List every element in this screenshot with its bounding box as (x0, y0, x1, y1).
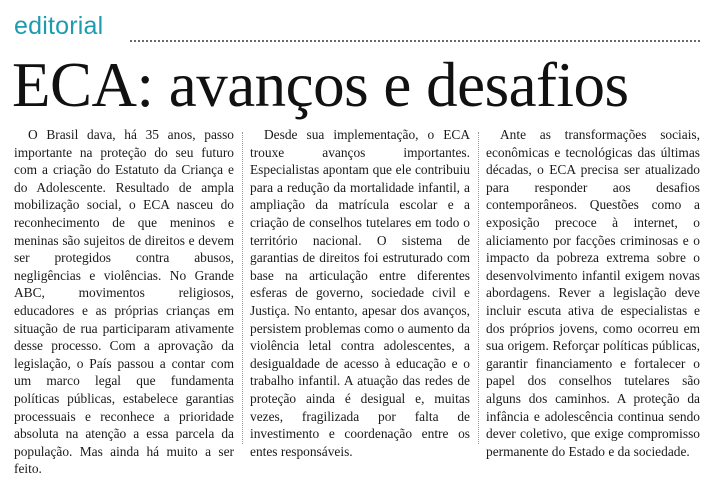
article-column-3 (486, 126, 700, 460)
headline: ECA: avanços e desafios (12, 50, 629, 120)
section-label: editorial (14, 12, 104, 40)
article-body (14, 126, 700, 477)
column-1-text: O Brasil dava, há 35 anos, passo importante na proteção do seu futuro com a criação do Estatuto da Criança e do Adolescente. Resultado de ampla mobilização social, o ECA nasceu do reconhecimento de que meninos e meninas são sujeitos de direitos e devem ser protegidos contra abusos, negligências e violências. No Grande ABC, movimentos religiosos, educadores e as próprias crianças em situação de rua participaram ativamente desse processo. Com a aprovação da legislação, o País passou a contar com um marco legal que fundamenta políticas públicas, estabelece garantias processuais e reconhece a prioridade absoluta na atenção a essa parcela da população. Mas ainda há muito a ser feito. (14, 127, 234, 477)
article-column-1 (14, 126, 234, 478)
column-2-text: Desde sua implementação, o ECA trouxe avanços importantes. Especialistas apontam que ele contribuiu para a redução da mortalidade infantil, a ampliação da matrícula escolar e a criação de conselhos tutelares em todo o território nacional. O sistema de garantias de direitos foi estruturado com base na articulação entre diferentes esferas de governo, sociedade civil e Justiça. No entanto, apesar dos avanços, persistem problemas como o aumento da violência letal contra adolescentes, a desigualdade de acesso à educação e o trabalho infantil. A atuação das redes de proteção ainda é desigual e, muitas vezes, fragilizada por falta de investimento e coordenação entre os entes responsáveis. (250, 127, 470, 459)
article-column-2 (250, 126, 470, 460)
column-divider-2 (478, 132, 479, 444)
section-header (14, 8, 700, 42)
column-divider-1 (242, 132, 243, 444)
section-rule (130, 40, 700, 42)
column-3-text: Ante as transformações sociais, econômicas e tecnológicas das últimas décadas, o ECA precisa ser atualizado para responder aos desafios contemporâneos. Questões como a exposição precoce à internet, o aliciamento por facções criminosas e o impacto da pobreza extrema sobre o desenvolvimento infantil exigem novas abordagens. Rever a legislação deve incluir escuta ativa de especialistas e dos próprios jovens, como ocorreu em sua origem. Reforçar políticas públicas, garantir financiamento e fortalecer o papel dos conselhos tutelares são alguns dos caminhos. A proteção da infância e adolescência continua sendo dever coletivo, que exige compromisso permanente do Estado e da sociedade. (486, 127, 700, 459)
